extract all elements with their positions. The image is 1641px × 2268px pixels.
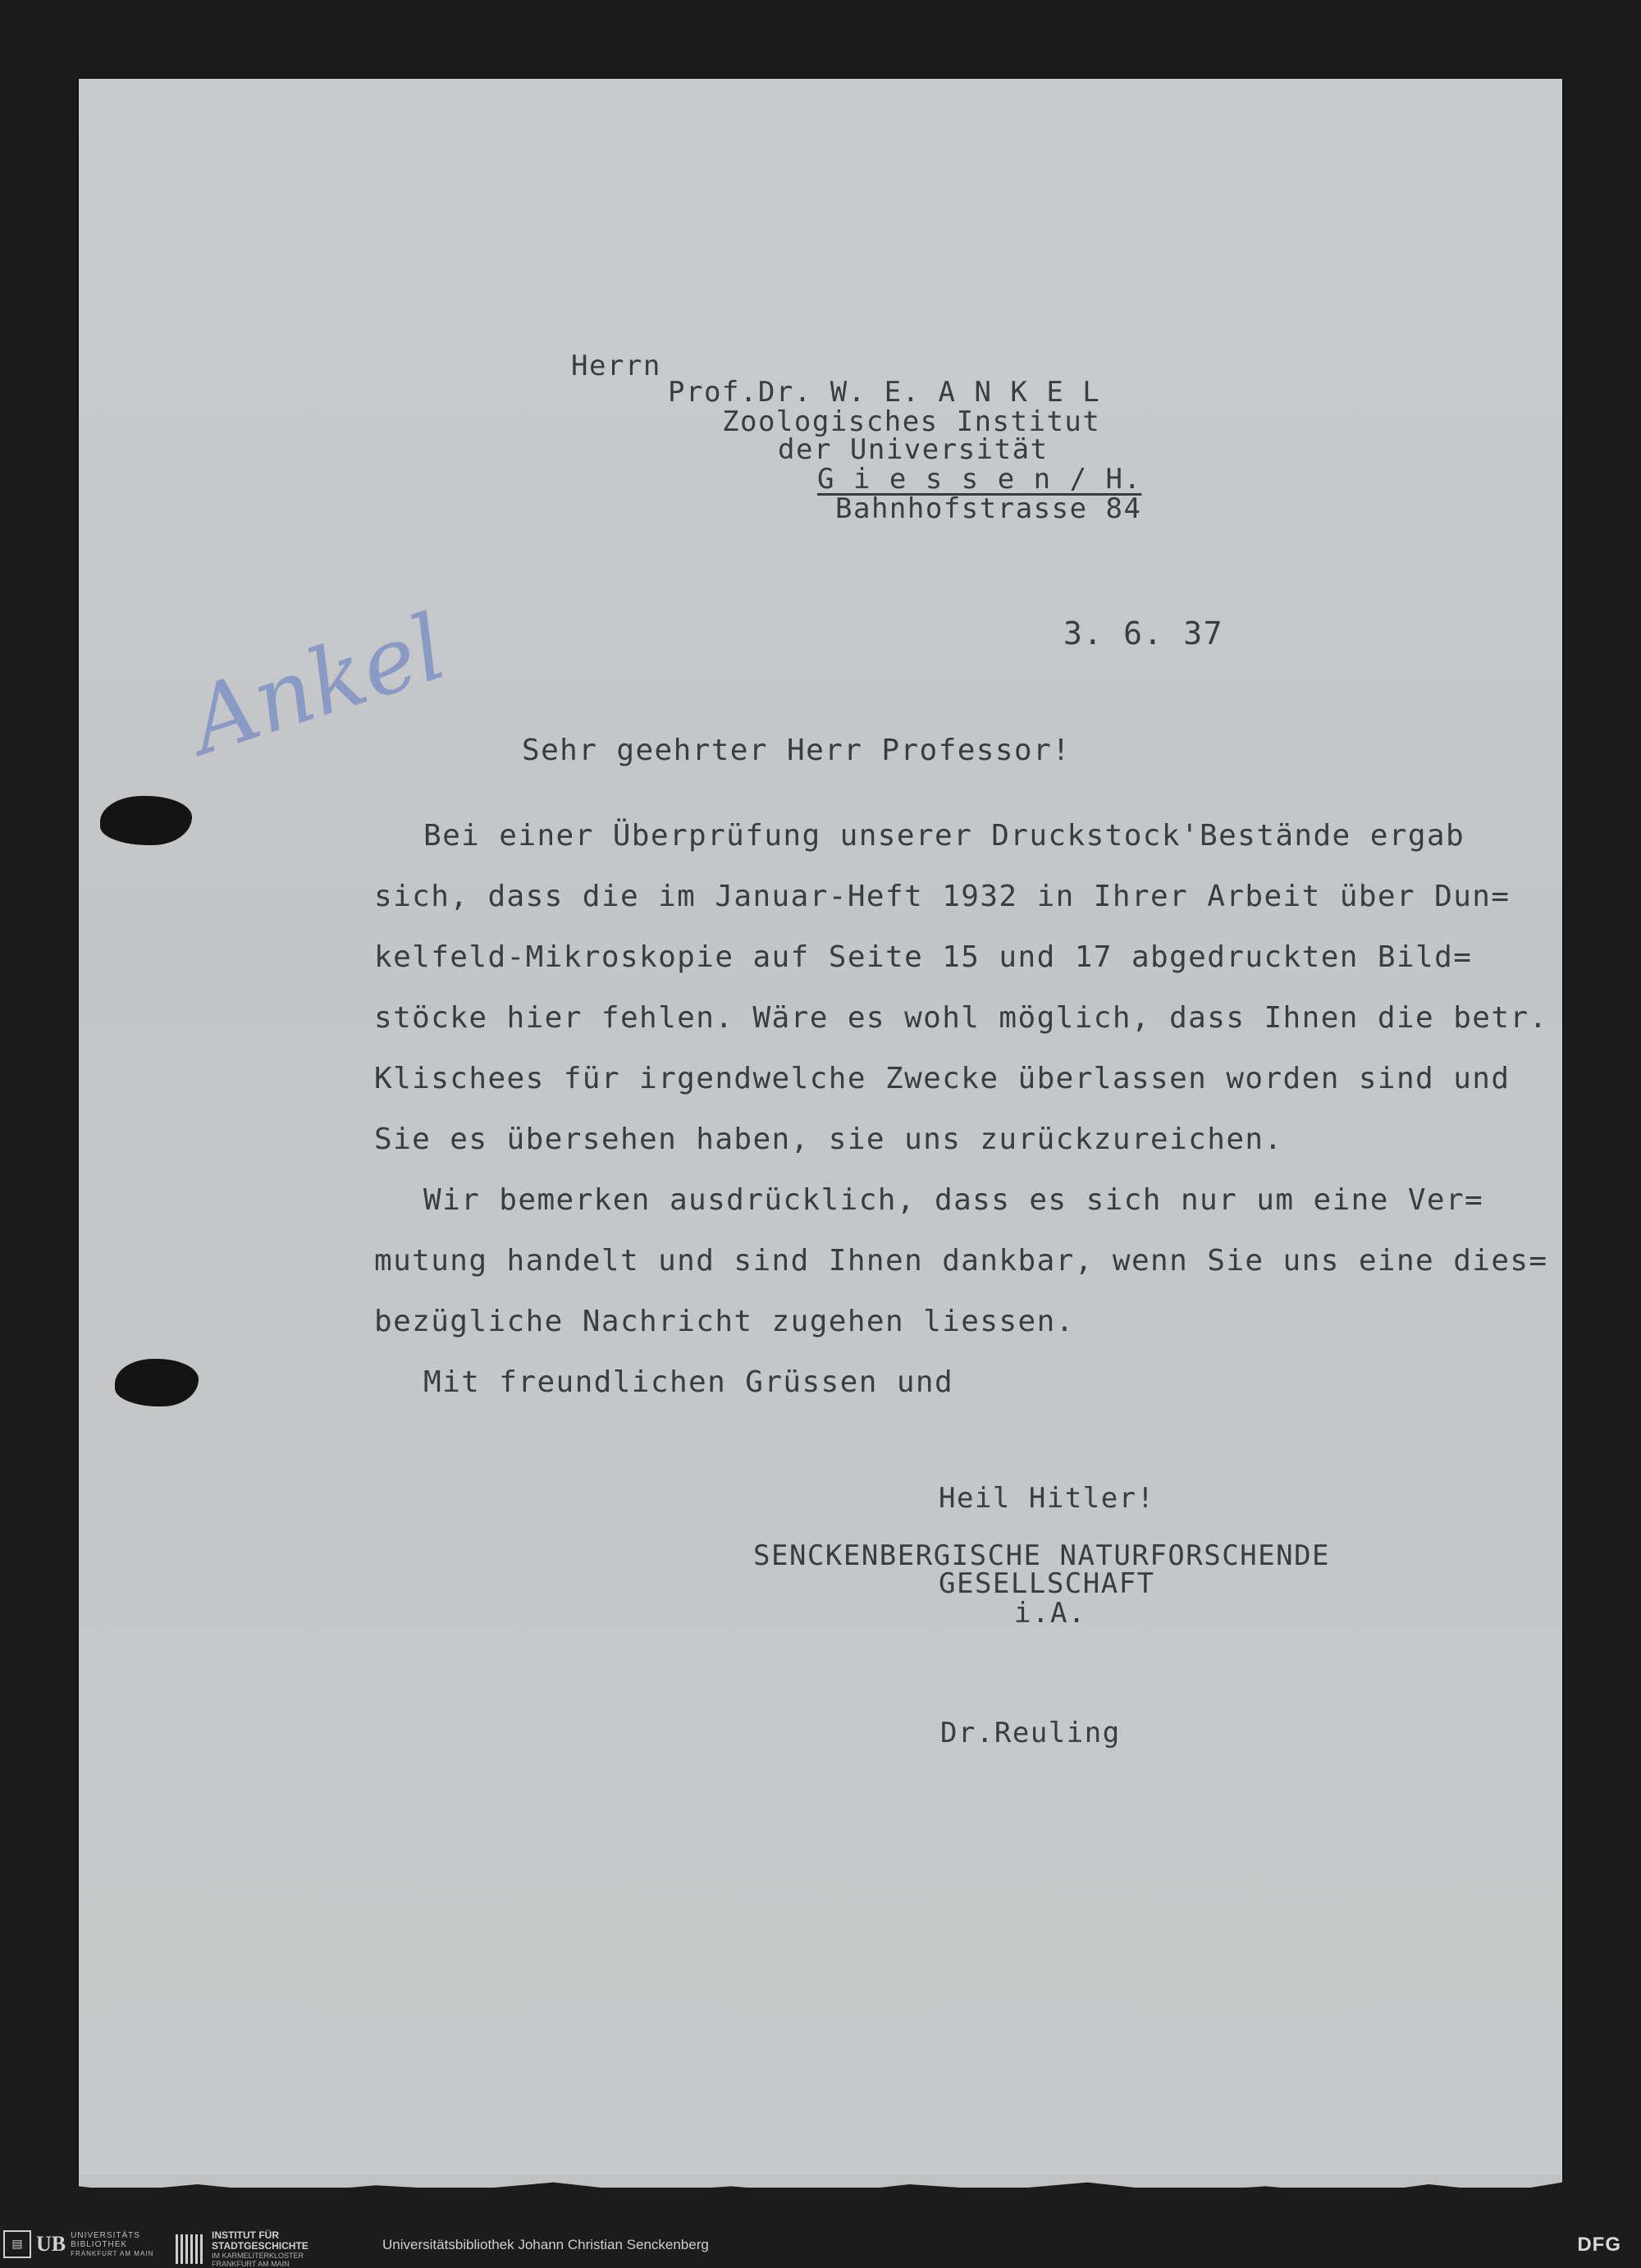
signer-name: Dr.Reuling [940, 1717, 1121, 1749]
ub-logo[interactable] [3, 2230, 153, 2258]
book-icon: ▤ [3, 2230, 31, 2258]
address-street: Bahnhofstrasse 84 [835, 492, 1142, 525]
address-name: Prof.Dr. W. E. A N K E L [668, 376, 1101, 409]
handwritten-pencil-note: Ankel [177, 594, 458, 775]
address-salutation-line: Herrn [571, 350, 661, 382]
address-institute: Zoologisches Institut [722, 405, 1101, 438]
body-line: Sie es übersehen haben, sie uns zurückzureichen. [374, 1123, 1283, 1156]
letter-page [79, 79, 1562, 2179]
letter-greeting: Sehr geehrter Herr Professor! [522, 734, 1072, 767]
institute-logo-sub1: IM KARMELITERKLOSTER [212, 2252, 304, 2260]
footer-library-name: Universitätsbibliothek Johann Christian Senckenberg [382, 2237, 709, 2252]
body-line: sich, dass die im Januar-Heft 1932 in Ihrer Arbeit über Dun= [374, 880, 1511, 913]
closing-ia: i.A. [1014, 1597, 1086, 1630]
body-line: Klischees für irgendwelche Zwecke überlassen worden sind und [374, 1062, 1511, 1095]
body-line: Mit freundlichen Grüssen und [423, 1365, 954, 1399]
ub-logo-sub1: UNIVERSITÄTS [71, 2230, 140, 2240]
body-line: bezügliche Nachricht zugehen liessen. [374, 1305, 1075, 1338]
punch-hole-top [100, 796, 192, 845]
address-city: G i e s s e n / H. [817, 463, 1142, 496]
body-line: kelfeld-Mikroskopie auf Seite 15 und 17 abgedruckten Bild= [374, 940, 1473, 974]
closing-line: Heil Hitler! [939, 1482, 1155, 1515]
closing-organization-line2: GESELLSCHAFT [939, 1567, 1155, 1600]
ub-logo-sub2: BIBLIOTHEK [71, 2239, 128, 2249]
body-line: Wir bemerken ausdrücklich, dass es sich nur um eine Ver= [423, 1183, 1484, 1217]
ub-logo-sub3: FRANKFURT AM MAIN [71, 2249, 154, 2257]
ub-logo-letters: UB [36, 2232, 66, 2256]
address-university: der Universität [778, 433, 1049, 466]
letter-date: 3. 6. 37 [1063, 615, 1224, 652]
closing-organization-line1: SENCKENBERGISCHE NATURFORSCHENDE [753, 1539, 1331, 1572]
institute-logo-sub2: FRANKFURT AM MAIN [212, 2260, 290, 2268]
institute-logo-line1: INSTITUT FÜR [212, 2229, 279, 2241]
body-line: mutung handelt und sind Ihnen dankbar, wenn Sie uns eine dies= [374, 1244, 1548, 1278]
columns-icon [176, 2234, 205, 2264]
body-line: stöcke hier fehlen. Wäre es wohl möglich, dass Ihnen die betr. [374, 1001, 1548, 1035]
dfg-logo[interactable]: DFG [1577, 2234, 1621, 2256]
institute-logo[interactable] [176, 2230, 309, 2268]
body-line: Bei einer Überprüfung unserer Druckstock'Bestände ergab [423, 819, 1465, 853]
punch-hole-bottom [115, 1359, 199, 1406]
institute-logo-line2: STADTGESCHICHTE [212, 2240, 309, 2252]
